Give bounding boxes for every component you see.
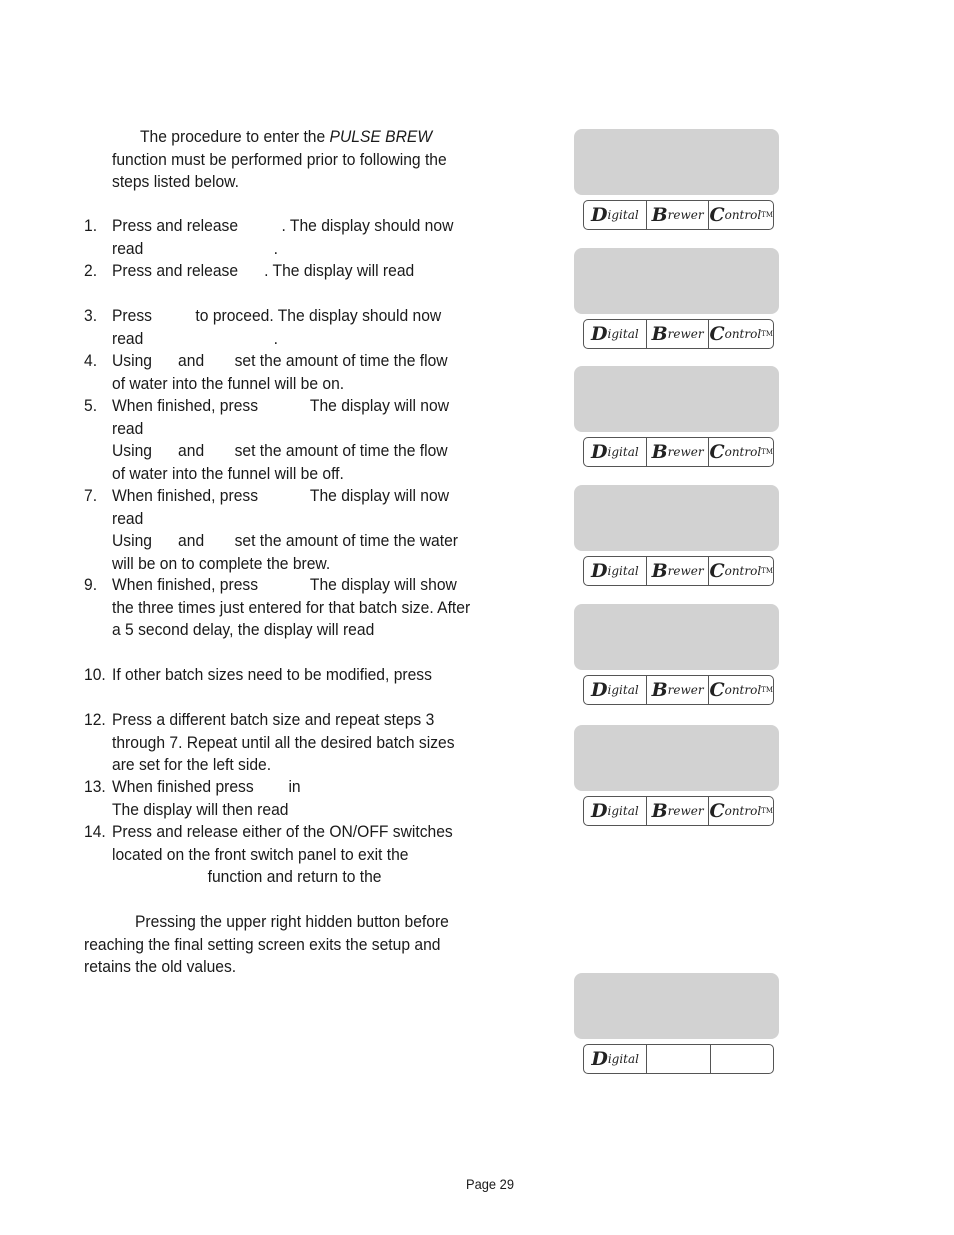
brewer-label-cell (646, 320, 709, 348)
step-number: 7. (84, 486, 98, 505)
control-label-cell (708, 557, 773, 585)
brewer-label-initial: B (651, 323, 668, 345)
digital-label: igital (607, 804, 639, 818)
step-text-line: When finished, press The display will show (112, 575, 457, 594)
logo-strip (583, 796, 774, 826)
control-label: ontrol (724, 683, 762, 697)
digital-label: igital (607, 564, 639, 578)
digital-label-cell (584, 320, 646, 348)
step-number: 14. (84, 822, 106, 841)
step-text-line: the three times just entered for that batch size. After (112, 597, 471, 617)
step-text-line: will be on to complete the brew. (112, 553, 331, 573)
trademark-mark: TM (761, 807, 774, 815)
digital-label-cell (584, 1045, 646, 1073)
digital-label-initial: D (591, 323, 608, 345)
step-text-line: read . (112, 238, 279, 258)
step-text-line: are set for the left side. (112, 755, 272, 774)
step-number: 4. (84, 351, 98, 370)
control-label-cell (708, 201, 773, 229)
intro-line-2: function must be performed prior to following the (112, 150, 447, 169)
control-label: ontrol (724, 208, 762, 222)
lcd-display (574, 973, 779, 1039)
step-text-line: Press and release either of the ON/OFF switches (112, 822, 453, 841)
digital-label-initial: D (591, 441, 608, 463)
note-line-3: retains the old values. (84, 957, 237, 976)
logo-strip (583, 1044, 774, 1074)
step-text-line: Press and release . The display will read (112, 261, 415, 280)
pulse-brew-term: PULSE BREW (329, 127, 433, 146)
step-text-line: The display will then read (112, 799, 289, 819)
digital-label-initial: D (591, 560, 608, 582)
lcd-display (574, 248, 779, 314)
brewer-label-cell (646, 676, 709, 704)
brewer-label-initial: B (651, 800, 668, 822)
brewer-label-initial: B (651, 204, 668, 226)
step-text-line: through 7. Repeat until all the desired batch sizes (112, 732, 455, 752)
digital-label-cell (584, 676, 646, 704)
brewer-label: rewer (667, 564, 704, 578)
step-text-line: When finished, press The display will now (112, 396, 449, 415)
brewer-label: rewer (667, 327, 704, 341)
logo-strip (583, 675, 774, 705)
digital-label: igital (607, 208, 639, 222)
step-text-line: located on the front switch panel to exit the (112, 844, 409, 864)
step-number: 9. (84, 575, 98, 594)
step-number: 10. (84, 665, 106, 684)
step-number: 3. (84, 306, 98, 325)
control-label-initial: C (709, 323, 725, 345)
control-label-cell (710, 1045, 773, 1073)
digital-label: igital (607, 683, 639, 697)
control-label-cell (708, 676, 773, 704)
step-number: 12. (84, 710, 106, 729)
brewer-label-initial: B (651, 679, 668, 701)
lcd-display (574, 725, 779, 791)
lcd-display (574, 604, 779, 670)
step-text-line: function and return to the (112, 867, 382, 886)
brewer-label: rewer (667, 208, 704, 222)
step-text-line: read . (112, 328, 279, 348)
brewer-label-cell (646, 797, 709, 825)
digital-label-cell (584, 201, 646, 229)
control-label-initial: C (709, 800, 725, 822)
control-label: ontrol (724, 327, 762, 341)
brewer-label-cell (646, 557, 709, 585)
step-text-line: read (112, 508, 144, 528)
step-text-line: Press a different batch size and repeat steps 3 (112, 710, 435, 729)
step-text-line: When finished press in (112, 777, 301, 796)
step-number: 5. (84, 396, 98, 415)
logo-strip (583, 437, 774, 467)
intro-line-1 (140, 126, 432, 149)
digital-label-initial: D (591, 1048, 608, 1070)
brewer-label: rewer (667, 445, 704, 459)
brewer-label-cell (646, 1045, 709, 1073)
trademark-mark: TM (761, 567, 774, 575)
logo-strip (583, 319, 774, 349)
trademark-mark: TM (761, 211, 774, 219)
step-text-line: Using and set the amount of time the water (112, 531, 458, 550)
lcd-display (574, 129, 779, 195)
step-text-line: Using and set the amount of time the flow (112, 441, 448, 460)
trademark-mark: TM (761, 330, 774, 338)
brewer-label: rewer (667, 804, 704, 818)
control-label-initial: C (709, 560, 725, 582)
digital-label: igital (607, 327, 639, 341)
control-label: ontrol (724, 445, 762, 459)
trademark-mark: TM (761, 686, 774, 694)
digital-label-initial: D (591, 679, 608, 701)
digital-label: igital (607, 1052, 639, 1066)
control-label-cell (708, 797, 773, 825)
control-label-initial: C (709, 679, 725, 701)
brewer-label-cell (646, 438, 709, 466)
step-text-line: of water into the funnel will be on. (112, 373, 345, 393)
note-line-2: reaching the final setting screen exits the setup and (84, 935, 441, 954)
lcd-display (574, 485, 779, 551)
note-line-1: Pressing the upper right hidden button before (135, 912, 449, 931)
digital-label-cell (584, 557, 646, 585)
control-label-cell (708, 320, 773, 348)
intro-line-3: steps listed below. (112, 172, 239, 191)
logo-strip (583, 556, 774, 586)
intro-text: The procedure to enter the (140, 127, 330, 146)
control-label-cell (708, 438, 773, 466)
brewer-label-initial: B (651, 441, 668, 463)
digital-label-cell (584, 797, 646, 825)
step-number: 13. (84, 777, 106, 796)
step-text-line: Press to proceed. The display should now (112, 306, 442, 325)
step-text-line: a 5 second delay, the display will read (112, 620, 375, 639)
digital-label-initial: D (591, 204, 608, 226)
brewer-label-initial: B (651, 560, 668, 582)
digital-label-initial: D (591, 800, 608, 822)
brewer-label: rewer (667, 683, 704, 697)
brewer-label-cell (646, 201, 709, 229)
step-text-line: If other batch sizes need to be modified, press (112, 665, 432, 684)
trademark-mark: TM (761, 448, 774, 456)
lcd-display (574, 366, 779, 432)
step-text-line: When finished, press The display will now (112, 486, 449, 505)
digital-label: igital (607, 445, 639, 459)
step-text-line: read (112, 418, 144, 438)
step-number: 1. (84, 216, 98, 235)
logo-strip (583, 200, 774, 230)
step-text-line: Using and set the amount of time the flow (112, 351, 448, 370)
control-label: ontrol (724, 804, 762, 818)
control-label: ontrol (724, 564, 762, 578)
page-number: Page 29 (466, 1176, 514, 1192)
control-label-initial: C (709, 441, 725, 463)
digital-label-cell (584, 438, 646, 466)
control-label-initial: C (709, 204, 725, 226)
step-text-line: Press and release . The display should now (112, 216, 454, 235)
step-text-line: of water into the funnel will be off. (112, 463, 344, 483)
step-number: 2. (84, 261, 98, 280)
